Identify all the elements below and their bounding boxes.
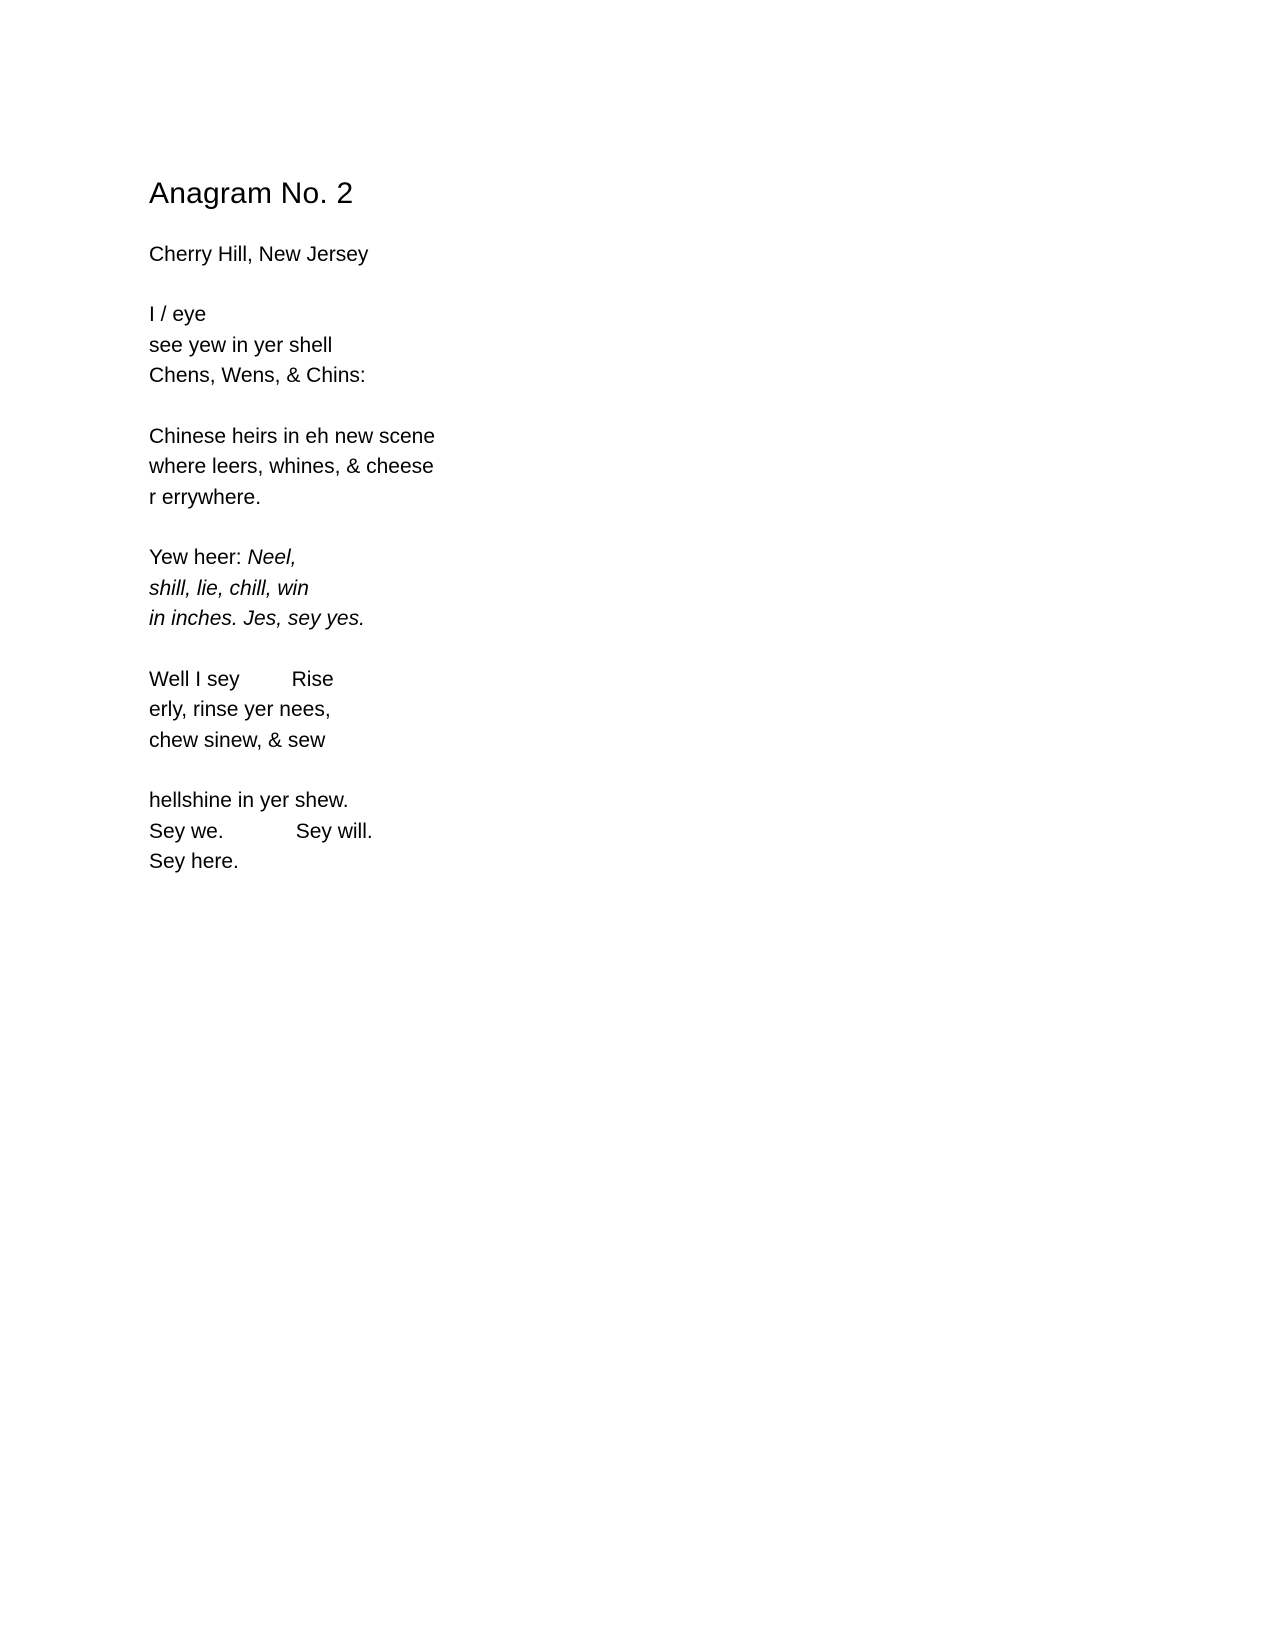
poem-line: Chinese heirs in eh new scene xyxy=(149,424,436,448)
stanza-4 xyxy=(149,665,1049,757)
poem-line: where leers, whines, & cheese xyxy=(149,455,434,478)
poem-line: Chens, Wens, & Chins: xyxy=(149,364,366,387)
poem-line xyxy=(149,665,1049,696)
poem-line: hellshine in yer shew. xyxy=(149,789,349,812)
poem-line: Sey here. xyxy=(149,850,239,873)
document-page xyxy=(149,176,1049,878)
poem-line-part: Sey we. xyxy=(149,819,224,843)
poem-line-part: Sey will. xyxy=(295,819,373,843)
stanza-1 xyxy=(149,300,1049,392)
stanza-5 xyxy=(149,786,1049,878)
poem-subtitle: Cherry Hill, New Jersey xyxy=(149,243,369,266)
poem-line xyxy=(149,543,1049,574)
poem-line-part: Well I sey xyxy=(149,667,240,691)
poem-line: r errywhere. xyxy=(149,485,262,509)
poem-line: see yew in yer shell xyxy=(149,333,333,357)
poem-line: shill, lie, chill, win xyxy=(149,576,309,600)
poem-line: erly, rinse yer nees, xyxy=(149,698,331,721)
poem-line-plain: Yew heer: xyxy=(149,546,248,569)
poem-line-italic: Neel, xyxy=(247,546,297,569)
stanza-3 xyxy=(149,543,1049,635)
poem-line: I / eye xyxy=(149,303,207,326)
poem-line-part: Rise xyxy=(291,667,334,691)
poem-line xyxy=(149,817,1049,848)
poem-title: Anagram No. 2 xyxy=(149,177,354,210)
stanza-2 xyxy=(149,422,1049,514)
poem-line: in inches. Jes, sey yes. xyxy=(149,607,365,630)
poem-line: chew sinew, & sew xyxy=(149,728,326,752)
